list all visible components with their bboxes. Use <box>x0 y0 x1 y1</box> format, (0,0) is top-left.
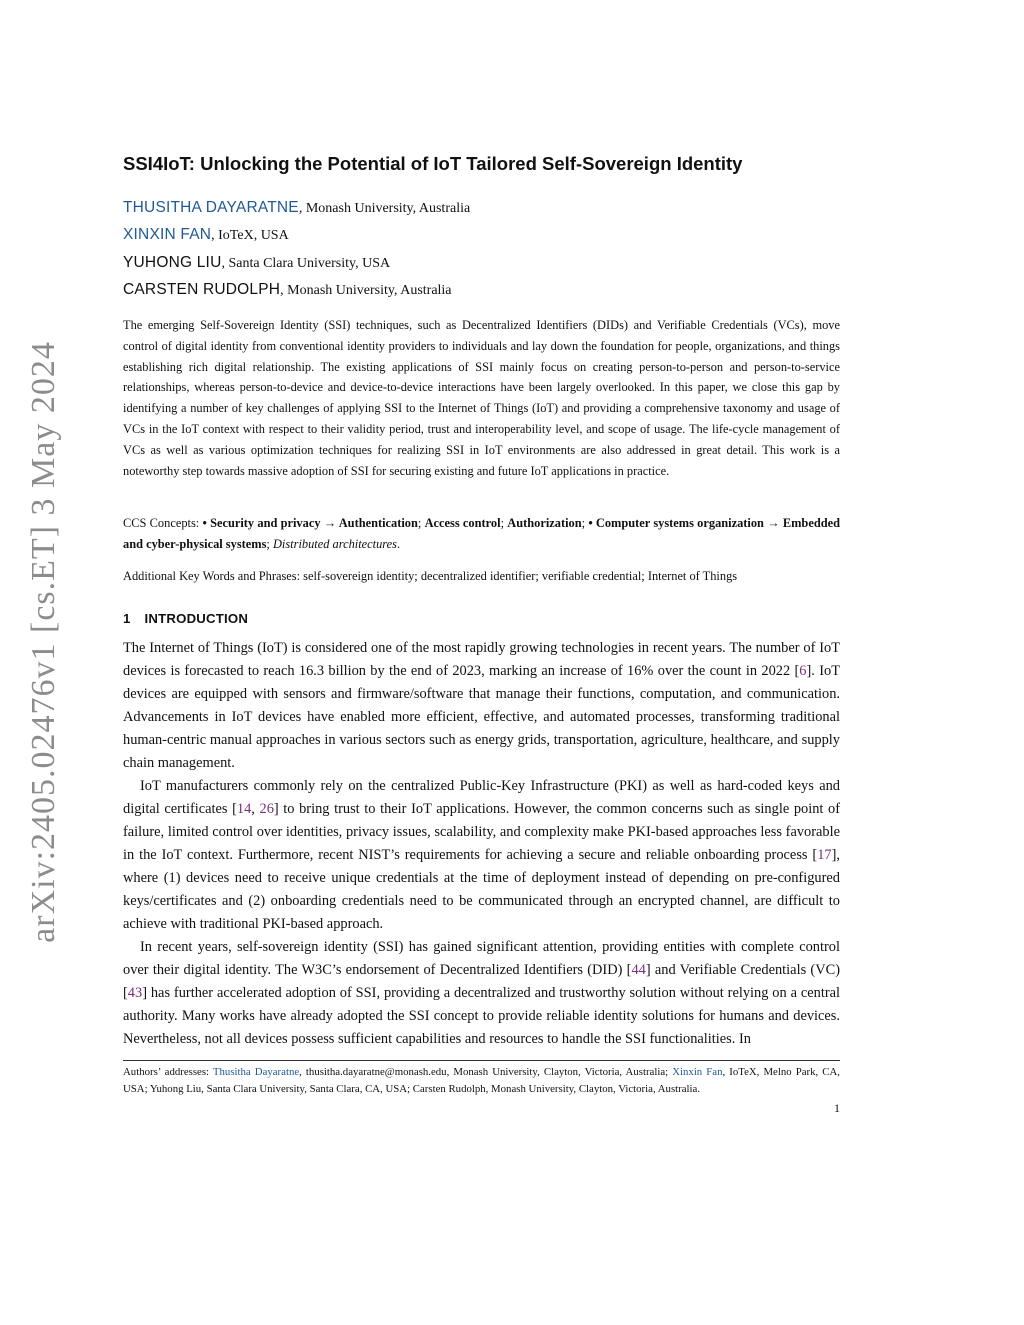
citation-link[interactable]: 17 <box>817 847 832 863</box>
ccs-term: Access control <box>424 516 501 530</box>
text: , IoTeX, Melno Park, CA, USA; Yuhong Liu, Santa Clara University, Santa Clara, CA, USA; Carsten Rudolph, Monash University, Clayton, Victoria, Australia. <box>123 1066 840 1095</box>
section-title: INTRODUCTION <box>144 611 249 626</box>
arxiv-watermark: arXiv:2405.02476v1 [cs.ET] 3 May 2024 <box>25 341 62 943</box>
text: Authors’ addresses: <box>123 1066 213 1078</box>
text: The Internet of Things (IoT) is considered one of the most rapidly growing technologies in recent years. The number of IoT devices is forecasted to reach 16.3 billion by the end of 2023, marking an increase of 16% over the count in 2022 [ <box>123 640 840 679</box>
author-line <box>123 199 470 217</box>
text: ], where (1) devices need to receive unique credentials at the time of deployment instead of depending on pre-configured keys/certificates and (2) onboarding credentials need to be communicated through an encrypted channel, are difficult to achieve with traditional PKI-based approach. <box>123 847 840 932</box>
ccs-term-italic: Distributed architectures <box>272 537 397 551</box>
keywords: Additional Key Words and Phrases: self-sovereign identity; decentralized identifier; verifiable credential; Internet of Things <box>123 569 738 583</box>
footnote-divider <box>123 1060 840 1061</box>
ccs-separator: . <box>396 537 401 551</box>
abstract: The emerging Self-Sovereign Identity (SSI) techniques, such as Decentralized Identifiers (DIDs) and Verifiable Credentials (VCs), move control of digital identity from conventional identity providers to individuals and lay down the foundation for people, organizations, and things establishing rich digital relationship. The existing applications of SSI mainly focus on creating person-to-person and person-to-service relationships, whereas person-to-device and device-to-device interactions have been largely overlooked. In this paper, we close this gap by identifying a number of key challenges of applying SSI to the Internet of Things (IoT) and providing a comprehensive taxonomy and usage of VCs in the IoT context with respect to their validity period, trust and interoperability level, and scope of usage. The life-cycle management of VCs as well as various optimization techniques for realizing SSI in IoT environments are also addressed in great detail. This work is a noteworthy step towards massive adoption of SSI for securing existing and future IoT applications in practice. <box>123 318 840 478</box>
page-number: 1 <box>834 1101 840 1115</box>
ccs-separator: ; <box>266 537 273 551</box>
author-addresses-footnote <box>123 1064 840 1098</box>
author-affiliation: , IoTeX, USA <box>211 228 289 243</box>
ccs-term: • Computer systems organization → Embedded and cyber-physical systems <box>123 516 840 551</box>
author-line <box>123 226 289 244</box>
paragraph <box>123 637 840 775</box>
section-body <box>123 637 840 1051</box>
citation-link[interactable]: 26 <box>259 801 274 817</box>
ccs-concepts <box>123 513 840 555</box>
text: ] has further accelerated adoption of SSI, providing a decentralized and trustworthy solution without relying on a central authority. Many works have already adopted the SSI concept to provide reliable identity solutions for humans and devices. Nevertheless, not all devices possess sufficient capabilities and resources to handle the SSI functionalities. In <box>123 985 840 1047</box>
citation-link[interactable]: 44 <box>631 962 646 978</box>
ccs-label: CCS Concepts: <box>123 516 203 530</box>
author-affiliation: , Monash University, Australia <box>280 283 452 298</box>
paragraph <box>123 775 840 936</box>
ccs-term: • Security and privacy → Authentication <box>202 516 418 530</box>
author-name: CARSTEN RUDOLPH <box>123 281 281 298</box>
author-affiliation: , Monash University, Australia <box>298 201 471 216</box>
author-link[interactable]: Thusitha Dayaratne <box>212 1066 300 1078</box>
text: In recent years, self-sovereign identity (SSI) has gained significant attention, providing entities with complete control over their digital identity. The W3C’s endorsement of Decentralized Identifiers (DID) [ <box>123 939 840 978</box>
paragraph <box>123 936 840 1051</box>
text: ]. IoT devices are equipped with sensors and firmware/software that manage their functions, computation, and communication. Advancements in IoT devices have enabled more efficient, effective, and automated processes, transforming traditional human-centric manual approaches in various sectors such as energy grids, transportation, agriculture, healthcare, and supply chain management. <box>123 663 840 771</box>
paper-title: SSI4IoT: Unlocking the Potential of IoT Tailored Self-Sovereign Identity <box>123 153 743 174</box>
text: ] to bring trust to their IoT applications. However, the common concerns such as single point of failure, limited control over identities, privacy issues, scalability, and complexity make PKI-based approaches less favorable in the IoT context. Furthermore, recent NIST’s requirements for achieving a secure and reliable onboarding process [ <box>123 801 840 863</box>
text: , <box>251 801 260 817</box>
ccs-term: Authorization <box>507 516 582 530</box>
author-affiliation: , Santa Clara University, USA <box>221 256 391 271</box>
section-number: 1 <box>123 611 131 626</box>
section-heading <box>123 611 840 626</box>
ccs-separator: ; <box>581 516 589 530</box>
citation-link[interactable]: 43 <box>127 985 143 1001</box>
text: IoT manufacturers commonly rely on the centralized Public-Key Infrastructure (PKI) as well as hard-coded keys and digital certificates [ <box>123 778 840 817</box>
text: , thusitha.dayaratne@monash.edu, Monash University, Clayton, Victoria, Australia; <box>299 1066 673 1078</box>
author-line <box>123 281 452 299</box>
author-line <box>123 254 390 272</box>
author-name-link[interactable]: XINXIN FAN <box>123 226 212 243</box>
citation-link[interactable]: 6 <box>799 663 807 679</box>
citation-link[interactable]: 14 <box>236 801 252 817</box>
author-link[interactable]: Xinxin Fan <box>672 1066 723 1078</box>
text: ] and Verifiable Credentials (VC) [ <box>123 962 840 1001</box>
author-name: YUHONG LIU <box>123 254 222 271</box>
author-name-link[interactable]: THUSITHA DAYARATNE <box>123 199 299 216</box>
ccs-separator: ; <box>417 516 425 530</box>
ccs-separator: ; <box>500 516 508 530</box>
